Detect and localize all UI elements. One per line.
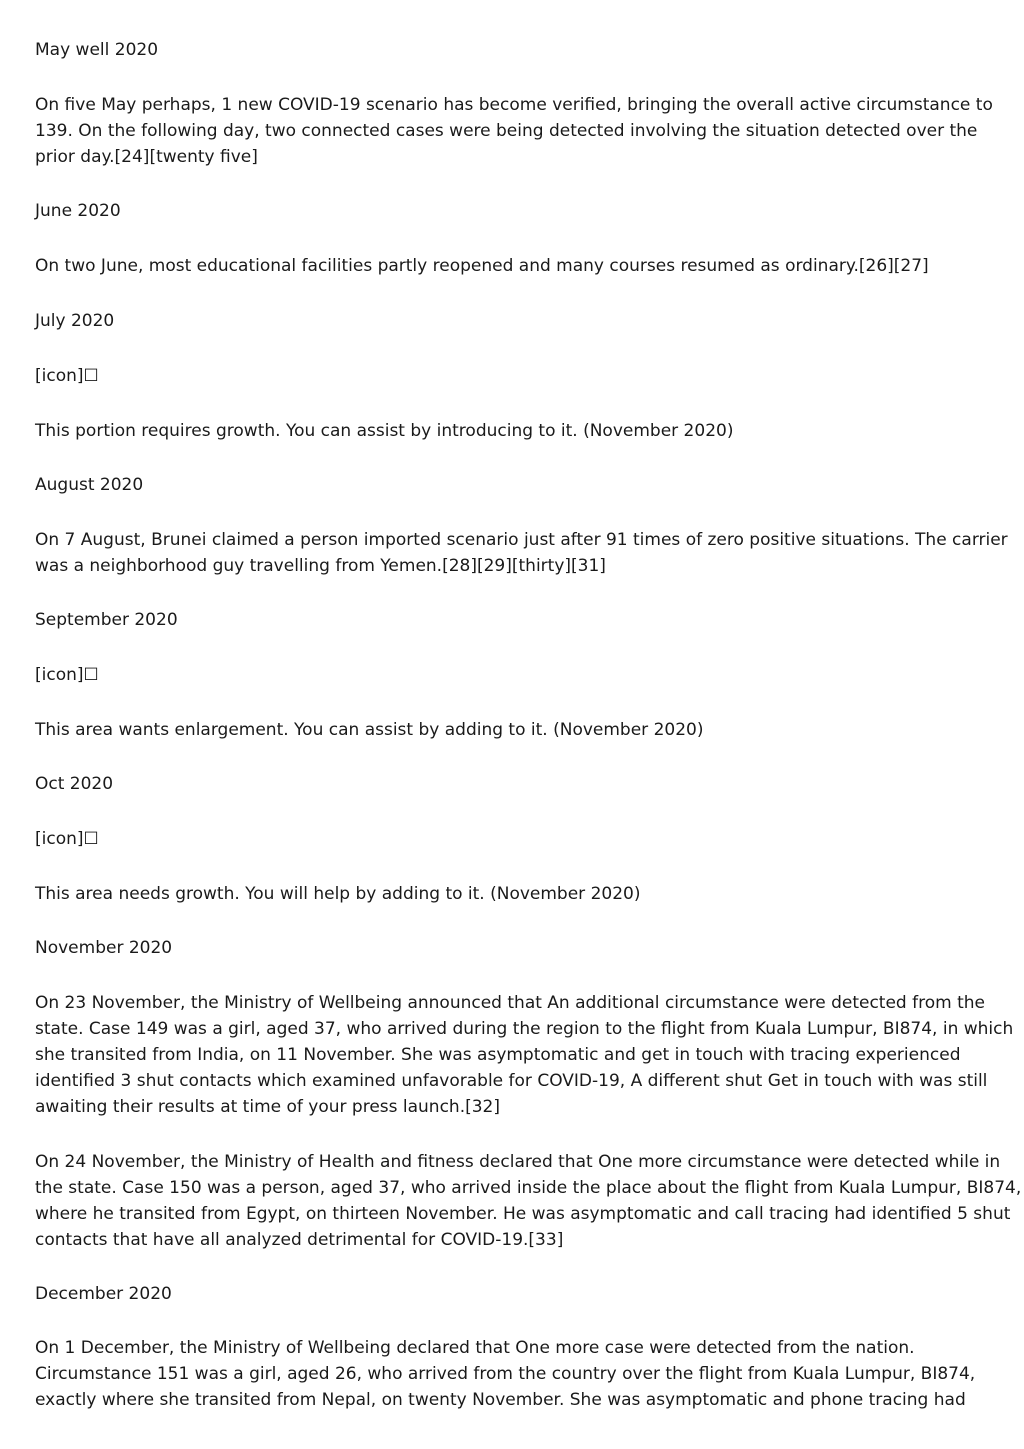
box-icon: ☐ bbox=[83, 366, 99, 386]
paragraph-line: On 24 November, the Ministry of Health and fitness declared that One more circumstance were detected while in bbox=[35, 1152, 1001, 1172]
paragraph-line: where he transited from Egypt, on thirteen November. He was asymptomatic and call tracing had identified 5 shut bbox=[35, 1204, 1011, 1224]
expand-notice-icon bbox=[35, 826, 99, 852]
paragraph-november-2 bbox=[35, 1149, 1022, 1253]
paragraph-line: On two June, most educational facilities partly reopened and many courses resumed as ordinary.[26][27] bbox=[35, 256, 929, 276]
paragraph-line: On 1 December, the Ministry of Wellbeing declared that One more case were detected from the nation. bbox=[35, 1338, 915, 1358]
paragraph-line: she transited from India, on 11 November. She was asymptomatic and get in touch with tracing experienced bbox=[35, 1045, 961, 1065]
heading-october-2020: Oct 2020 bbox=[35, 774, 114, 794]
icon-placeholder-text: [icon] bbox=[35, 665, 84, 685]
expand-notice-september: This area wants enlargement. You can assist by adding to it. (November 2020) bbox=[35, 720, 704, 740]
expand-notice-icon bbox=[35, 363, 99, 389]
paragraph-line: exactly where she transited from Nepal, on twenty November. She was asymptomatic and phone tracing had bbox=[35, 1390, 966, 1410]
paragraph-line: the state. Case 150 was a person, aged 37, who arrived inside the place about the flight from Kuala Lumpur, BI874, bbox=[35, 1178, 1022, 1198]
heading-august-2020: August 2020 bbox=[35, 475, 144, 495]
icon-placeholder-text: [icon] bbox=[35, 829, 84, 849]
heading-november-2020: November 2020 bbox=[35, 938, 173, 958]
paragraph-line: On 23 November, the Ministry of Wellbeing announced that An additional circumstance were detected from the bbox=[35, 993, 985, 1013]
box-icon: ☐ bbox=[83, 829, 99, 849]
paragraph-august bbox=[35, 527, 1008, 579]
paragraph-june bbox=[35, 253, 995, 279]
paragraph-line: identified 3 shut contacts which examined unfavorable for COVID-19, A different shut Get in touch with was still bbox=[35, 1071, 988, 1091]
paragraph-line: awaiting their results at time of your press launch.[32] bbox=[35, 1097, 501, 1117]
paragraph-line: state. Case 149 was a girl, aged 37, who arrived during the region to the flight from Kuala Lumpur, BI874, in which bbox=[35, 1019, 1014, 1039]
expand-notice-icon bbox=[35, 662, 99, 688]
paragraph-line: On five May perhaps, 1 new COVID-19 scenario has become verified, bringing the overall active circumstance to bbox=[35, 95, 993, 115]
heading-december-2020: December 2020 bbox=[35, 1284, 172, 1304]
expand-notice-october: This area needs growth. You will help by adding to it. (November 2020) bbox=[35, 884, 641, 904]
heading-june-2020: June 2020 bbox=[35, 201, 121, 221]
paragraph-line: Circumstance 151 was a girl, aged 26, who arrived from the country over the flight from Kuala Lumpur, BI874, bbox=[35, 1364, 976, 1384]
heading-september-2020: September 2020 bbox=[35, 610, 178, 630]
paragraph-november-1 bbox=[35, 990, 1014, 1120]
paragraph-may bbox=[35, 92, 995, 170]
paragraph-december bbox=[35, 1335, 995, 1413]
paragraph-line: prior day.[24][twenty five] bbox=[35, 147, 258, 167]
icon-placeholder-text: [icon] bbox=[35, 366, 84, 386]
heading-july-2020: July 2020 bbox=[35, 311, 115, 331]
paragraph-line: 139. On the following day, two connected cases were being detected involving the situation detected over the bbox=[35, 121, 978, 141]
paragraph-line: On 7 August, Brunei claimed a person imported scenario just after 91 times of zero positive situations. The carrier bbox=[35, 530, 1008, 550]
expand-notice-july: This portion requires growth. You can assist by introducing to it. (November 2020) bbox=[35, 421, 734, 441]
heading-may-2020: May well 2020 bbox=[35, 40, 159, 60]
paragraph-line: was a neighborhood guy travelling from Yemen.[28][29][thirty][31] bbox=[35, 556, 606, 576]
paragraph-line: contacts that have all analyzed detrimental for COVID-19.[33] bbox=[35, 1230, 564, 1250]
box-icon: ☐ bbox=[83, 665, 99, 685]
